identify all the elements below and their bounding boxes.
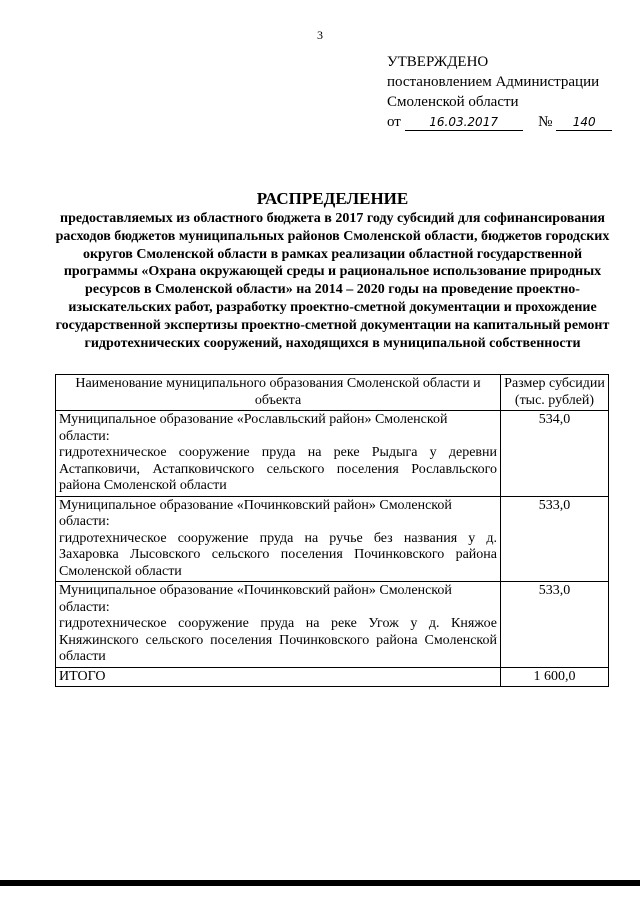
date-prefix: от	[387, 114, 401, 130]
total-label: ИТОГО	[56, 667, 501, 687]
row-object: гидротехническое сооружение пруда на реке Угож у д. Княжое Княжинского сельского поселения Починковского района Смоленской области	[59, 616, 497, 664]
approval-authority-line: Смоленской области	[387, 94, 519, 110]
approval-date-line	[387, 112, 612, 132]
header-amount: Размер субсидии (тыс. рублей)	[501, 375, 609, 411]
row-region: Муниципальное образование «Починковский район» Смоленской области:	[59, 583, 452, 615]
table-row	[56, 496, 609, 582]
approval-heading: УТВЕРЖДЕНО	[387, 54, 489, 70]
number-label: №	[538, 114, 553, 130]
row-name-cell	[56, 582, 501, 668]
table-row	[56, 582, 609, 668]
row-region: Муниципальное образование «Рославльский район» Смоленской области:	[59, 412, 448, 444]
header-name: Наименование муниципального образования Смоленской области и объекта	[56, 375, 501, 411]
row-amount: 534,0	[501, 411, 609, 497]
document-subtitle: предоставляемых из областного бюджета в 2017 году субсидий для софинансирования расходов бюджетов муниципальных районов Смоленской области, бюджетов городских округов Смоленской области в рамках реализации областной государственной программы «Охрана окружающей среды и рациональное использование природных ресурсов в Смоленской области» на 2014 – 2020 годы на проведение проектно-изыскательских работ, разработку проектно-сметной документации и прохождение государственной экспертизы проектно-сметной документации на капитальный ремонт гидротехнических сооружений, находящихся в муниципальной собственности	[55, 211, 610, 351]
row-object: гидротехническое сооружение пруда на ручье без названия у д. Захаровка Лысовского сельского поселения Починковского района Смоленской области	[59, 530, 497, 579]
row-object: гидротехническое сооружение пруда на реке Рыдыга у деревни Астапковичи, Астапковичского сельского поселения Рославльского района Смоленской области	[59, 445, 497, 493]
row-amount: 533,0	[501, 496, 609, 582]
handwritten-number: 140	[556, 115, 612, 131]
handwritten-date: 16.03.2017	[405, 115, 523, 131]
total-amount: 1 600,0	[501, 667, 609, 687]
document-title: РАСПРЕДЕЛЕНИЕ	[256, 189, 409, 208]
scan-bottom-border	[0, 880, 640, 886]
row-region: Муниципальное образование «Починковский район» Смоленской области:	[59, 497, 452, 529]
row-name-cell	[56, 411, 501, 497]
table-row	[56, 411, 609, 497]
row-name-cell	[56, 496, 501, 582]
table-total-row	[56, 667, 609, 687]
document-title-block	[45, 188, 620, 352]
subsidy-table	[55, 374, 609, 687]
table-header-row	[56, 375, 609, 411]
row-amount: 533,0	[501, 582, 609, 668]
page-number: 3	[317, 28, 323, 42]
approval-stamp	[387, 52, 612, 132]
approval-resolution-line: постановлением Администрации	[387, 74, 600, 90]
